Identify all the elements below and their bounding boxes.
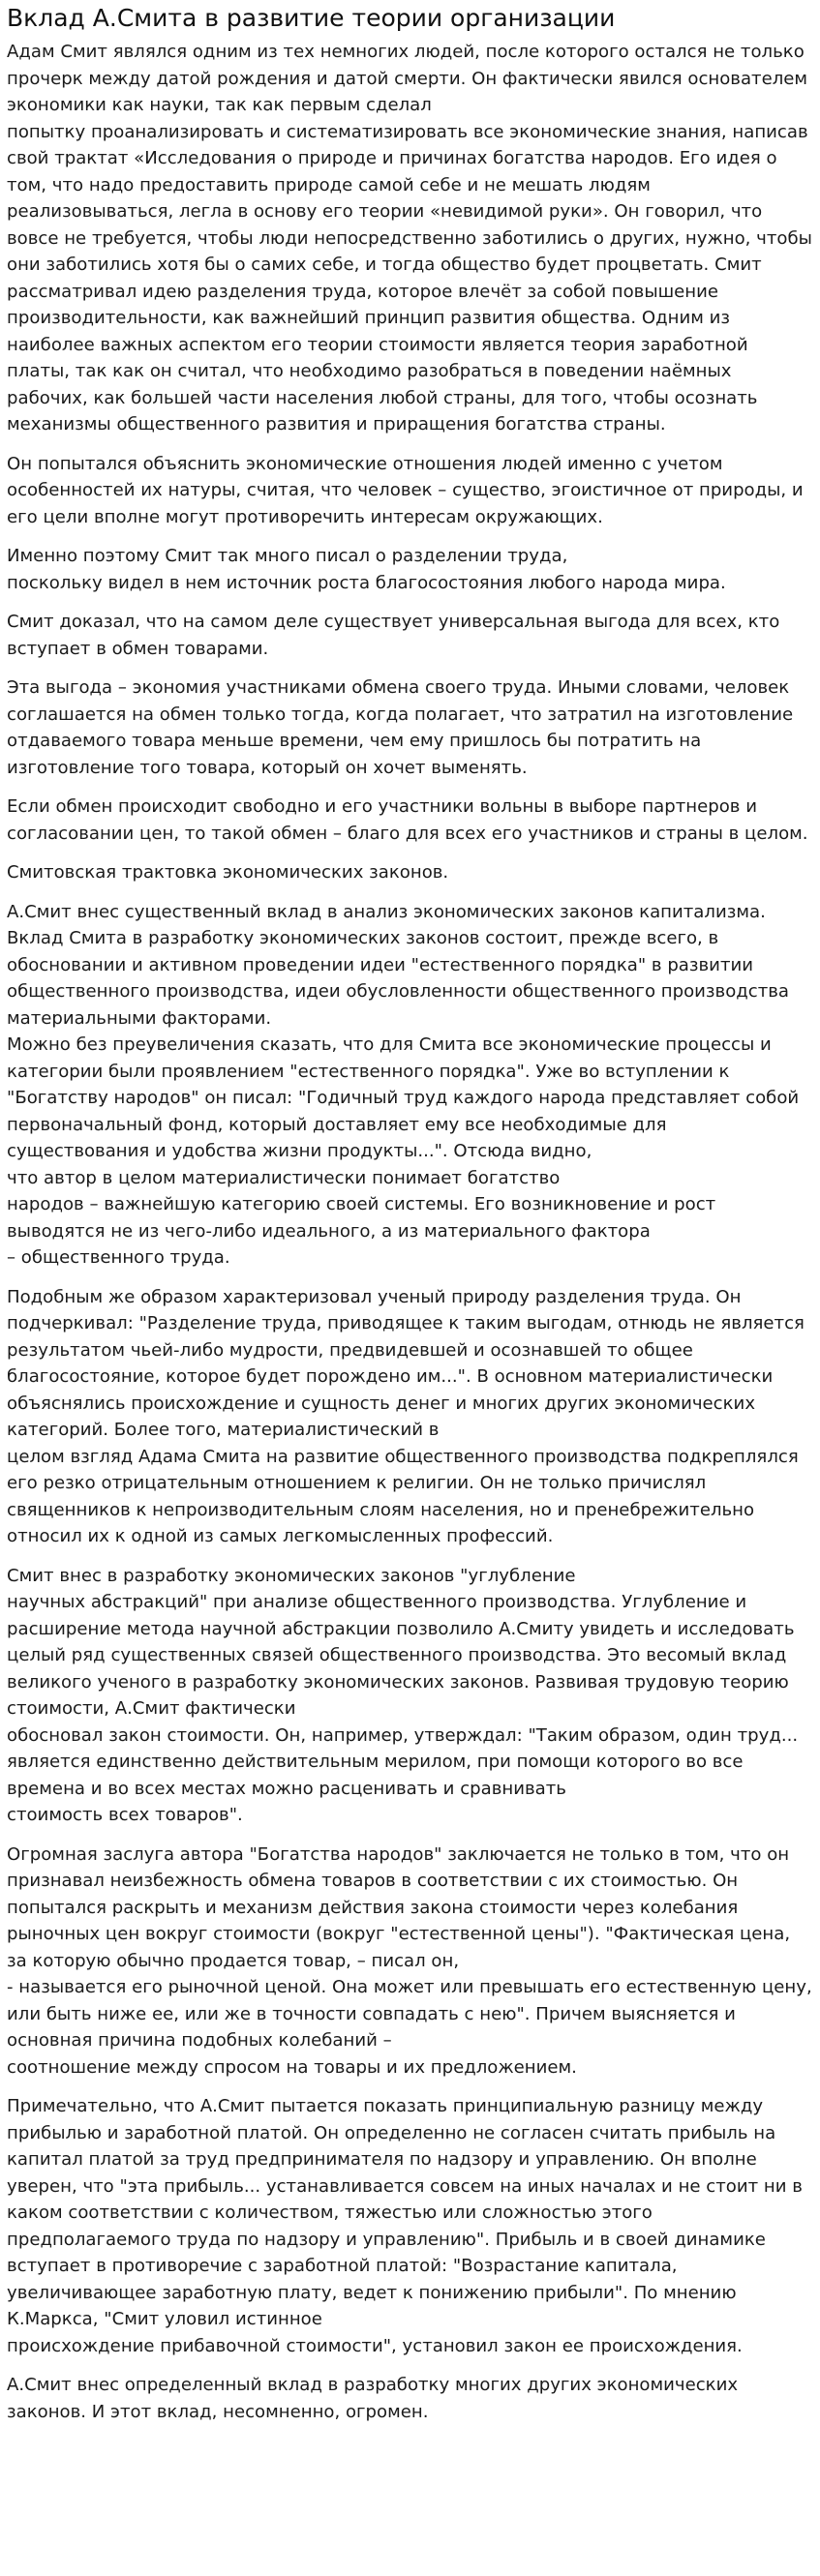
article-paragraph: А.Смит внес определенный вклад в разработку многих других экономических законов. И этот вклад, несомненно, огромен. <box>7 2375 739 2422</box>
article-title: Вклад А.Смита в развитие теории организации <box>7 4 616 32</box>
article-paragraph: Адам Смит являлся одним из тех немногих людей, после которого остался не только прочерк между датой рождения и датой смерти. Он фактически явился основателем экономики как науки, так как первым сделал попытку проанализировать и систематизировать все экономические знания, написав свой трактат «Исследования о природе и причинах богатства народов. Его идея о том, что надо предоставить природе самой себе и не мешать людям реализовываться, легла в основу его теории «невидимой руки». Он говорил, что вовсе не требуется, чтобы люди непосредственно заботились о других, нужно, чтобы они заботились хотя бы о самих себе, и тогда общество будет процветать. Смит рассматривал идею разделения труда, которое влечёт за собой повышение производительности, как важнейший принцип развития общества. Одним из наиболее важных аспектом его теории стоимости является теория заработной платы, так как он считал, что необходимо разобраться в поведении наёмных рабочих, как большей части населения любой страны, для того, чтобы осознать механизмы общественного развития и приращения богатства страны. <box>7 42 812 434</box>
article-paragraph: А.Смит внес существенный вклад в анализ экономических законов капитализма. Вклад Смита в разработку экономических законов состоит, прежде всего, в обосновании и активном проведении идеи "естественного порядка" в развитии общественного производства, идеи обусловленности общественного производства материальными факторами. Можно без преувеличения сказать, что для Смита все экономические процессы и категории были проявлением "естественного порядка". Уже во вступлении к "Богатству народов" он писал: "Годичный труд каждого народа представляет собой первоначальный фонд, который доставляет ему все необходимые для существования и удобства жизни продукты...". Отсюда видно, что автор в целом материалистически понимает богатство народов – важнейшую категорию своей системы. Его возникновение и рост выводятся не из чего-либо идеального, а из материального фактора – общественного труда. <box>7 901 800 1268</box>
article-paragraph: Он попытался объяснить экономические отношения людей именно с учетом особенностей их натуры, считая, что человек – существо, эгоистичное от природы, и его цели вполне могут противоречить интересам окружающих. <box>7 453 804 527</box>
article-paragraph: Если обмен происходит свободно и его участники вольны в выборе партнеров и согласовании цен, то такой обмен – благо для всех его участников и страны в целом. <box>7 796 808 844</box>
article-paragraph: Огромная заслуга автора "Богатства народов" заключается не только в том, что он признавал неизбежность обмена товаров в соответствии с их стоимостью. Он попытался раскрыть и механизм действия закона стоимости через колебания рыночных цен вокруг стоимости (вокруг "естественной цены"). "Фактическая цена, за которую обычно продается товар, – писал он, - называется его рыночной ценой. Она может или превышать его естественную цену, или быть ниже ее, или же в точности совпадать с нею". Причем выясняется и основная причина подобных колебаний – соотношение между спросом на товары и их предложением. <box>7 1843 812 2078</box>
article-paragraph: Именно поэтому Смит так много писал о разделении труда, поскольку видел в нем источник роста благосостояния любого народа мира. <box>7 546 726 593</box>
article-paragraph: Смит внес в разработку экономических законов "углубление научных абстракций" при анализе общественного производства. Углубление и расширение метода научной абстракции позволило А.Смиту увидеть и исследовать целый ряд существенных связей общественного производства. Это весомый вклад великого ученого в разработку экономических законов. Развивая трудовую теорию стоимости, А.Смит фактически обосновал закон стоимости. Он, например, утверждал: "Таким образом, один труд... является единственно действительным мерилом, при помощи которого во все времена и во всех местах можно расценивать и сравнивать стоимость всех товаров". <box>7 1565 799 1825</box>
section-heading: Смитовская трактовка экономических законов. <box>7 862 449 883</box>
article-paragraph: Подобным же образом характеризовал ученый природу разделения труда. Он подчеркивал: "Разделение труда, приводящее к таким выгодам, отнюдь не является результатом чьей-либо мудрости, предвидевшей и осознавшей то общее благосостояние, которое будет порождено им...". В основном материалистически объяснялись происхождение и сущность денег и многих других экономических категорий. Более того, материалистический в целом взгляд Адама Смита на развитие общественного производства подкреплялся его резко отрицательным отношением к религии. Он не только причислял священников к непроизводительным слоям населения, но и пренебрежительно относил их к одной из самых легкомысленных профессий. <box>7 1286 805 1546</box>
article-paragraph: Эта выгода – экономия участниками обмена своего труда. Иными словами, человек соглашается на обмен только тогда, когда полагает, что затратил на изготовление отдаваемого товара меньше времени, чем ему пришлось бы потратить на изготовление того товара, который он хочет выменять. <box>7 677 794 778</box>
article-paragraph: Смит доказал, что на самом деле существует универсальная выгода для всех, кто вступает в обмен товарами. <box>7 612 780 659</box>
article-paragraph: Примечательно, что А.Смит пытается показать принципиальную разницу между прибылью и заработной платой. Он определенно не согласен считать прибыль на капитал платой за труд предпринимателя по надзору и управлению. Он вполне уверен, что "эта прибыль... устанавливается совсем на иных началах и не стоит ни в каком соответствии с количеством, тяжестью или сложностью этого предполагаемого труда по надзору и управлению". Прибыль и в своей динамике вступает в противоречие с заработной платой: "Возрастание капитала, увеличивающее заработную плату, ведет к понижению прибыли". По мнению К.Маркса, "Смит уловил истинное происхождение прибавочной стоимости", установил закон ее происхождения. <box>7 2096 803 2356</box>
